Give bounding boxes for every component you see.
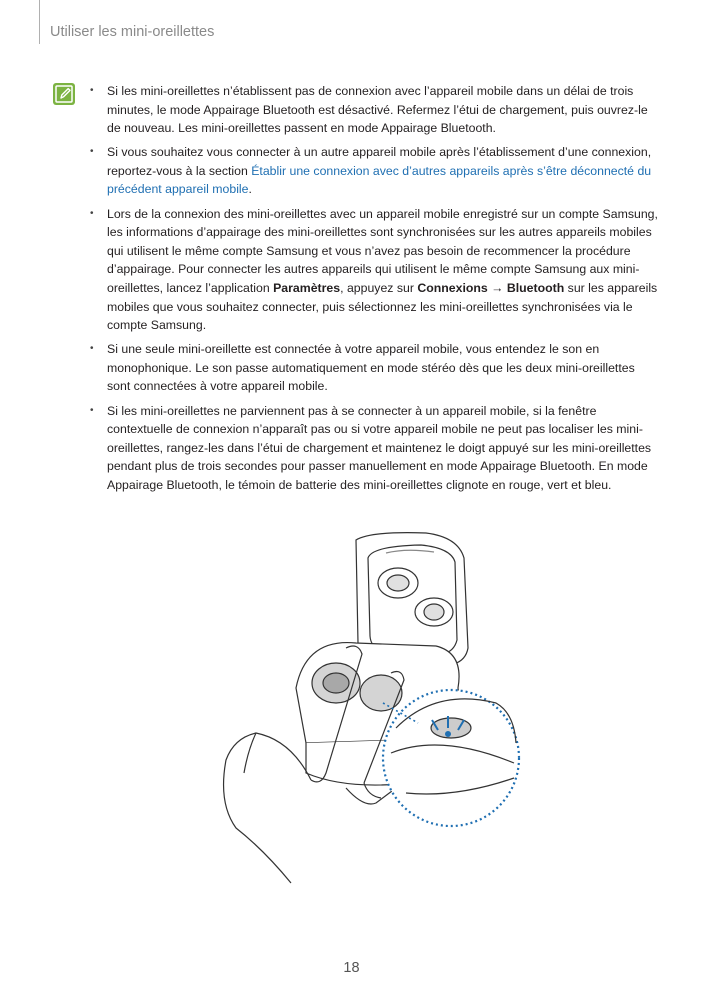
note-item: • Si une seule mini-oreillette est connectée à votre appareil mobile, vous entendez le son en monophonique. Le son passe automatiquement en mode stéréo dès que les deux mini-oreillettes sont connectées à votre appareil mobile.	[90, 340, 660, 396]
note-item: • Lors de la connexion des mini-oreillettes avec un appareil mobile enregistré sur un compte Samsung, les informations d’appairage des mini-oreillettes sont synchronisées sur les autres appareils mobiles qui utilisent le même compte Samsung et vous n’avez pas besoin de recommencer la procédure d’appairage. Pour connecter les autres appareils qui utilisent le même compte Samsung aux mini-oreillettes, lancez l’application Paramètres, appuyez sur Connexions → Bluetooth sur les appareils mobiles que vous souhaitez connecter, puis sélectionnez les mini-oreillettes synchronisées via le compte Samsung.	[90, 205, 660, 335]
note-pencil-icon	[52, 82, 76, 106]
note-item: • Si les mini-oreillettes ne parviennent pas à se connecter à un appareil mobile, si la fenêtre contextuelle de connexion n’apparaît pas ou si votre appareil mobile ne peut pas localiser les mini-oreillettes, rangez-les dans l’étui de chargement et maintenez le doigt appuyé sur les mini-oreillettes pendant plus de trois secondes pour passer manuellement en mode Appairage Bluetooth. En mode Appairage Bluetooth, le témoin de batterie des mini-oreillettes clignote en rouge, vert et bleu.	[90, 402, 660, 495]
earbuds-case-illustration	[196, 528, 526, 888]
section-title: Utiliser les mini-oreillettes	[50, 24, 215, 40]
note-item: • Si les mini-oreillettes n’établissent pas de connexion avec l’appareil mobile dans un délai de trois minutes, le mode Appairage Bluetooth est désactivé. Refermez l’étui de chargement, puis ouvrez-le de nouveau. Les mini-oreillettes passent en mode Appairage Bluetooth.	[90, 82, 660, 138]
page-number: 18	[343, 960, 360, 976]
section-link[interactable]: Établir une connexion avec d’autres appareils après s’être déconnecté du précédent appareil mobile	[107, 163, 652, 197]
notes-list	[90, 82, 660, 500]
note-item: • Si vous souhaitez vous connecter à un autre appareil mobile après l’établissement d’une connexion, reportez-vous à la section Établir une connexion avec d’autres appareils après s’être déconnecté du précédent appareil mobile.	[90, 143, 660, 199]
header-rule	[39, 0, 40, 44]
